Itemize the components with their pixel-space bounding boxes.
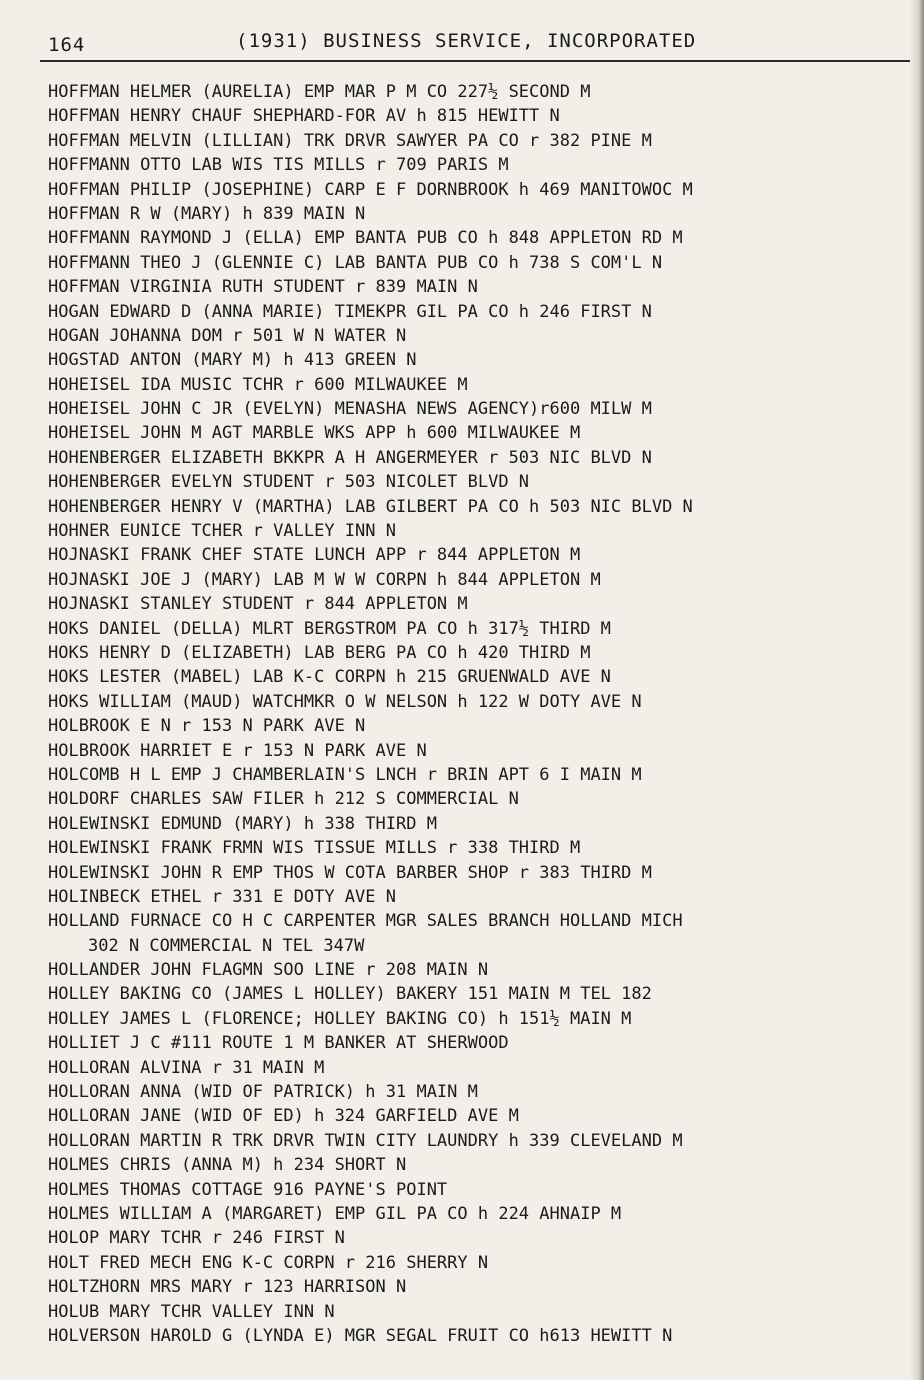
directory-entry: HOLEWINSKI EDMUND (MARY) h 338 THIRD M <box>48 813 437 834</box>
directory-entry: HOLLANDER JOHN FLAGMN SOO LINE r 208 MAIN N <box>48 960 489 981</box>
directory-entry: HOLEWINSKI JOHN R EMP THOS W COTA BARBER SHOP r 383 THIRD M <box>48 862 652 883</box>
directory-entry: HOLOP MARY TCHR r 246 FIRST N <box>48 1228 345 1249</box>
directory-entry: HOLUB MARY TCHR VALLEY INN N <box>48 1301 335 1322</box>
directory-entry: HOLT FRED MECH ENG K-C CORPN r 216 SHERRY N <box>48 1252 489 1273</box>
directory-entry: HOHEISEL JOHN M AGT MARBLE WKS APP h 600 MILWAUKEE M <box>48 423 581 444</box>
directory-entry: HOLMES WILLIAM A (MARGARET) EMP GIL PA CO h 224 AHNAIP M <box>48 1203 622 1224</box>
directory-entry: HOLVERSON HAROLD G (LYNDA E) MGR SEGAL FRUIT CO h613 HEWITT N <box>48 1325 673 1346</box>
directory-entry: HOFFMAN VIRGINIA RUTH STUDENT r 839 MAIN N <box>48 277 478 298</box>
directory-entry: HOLCOMB H L EMP J CHAMBERLAIN'S LNCH r BRIN APT 6 I MAIN M <box>48 764 642 785</box>
directory-entry: HOHENBERGER ELIZABETH BKKPR A H ANGERMEYER r 503 NIC BLVD N <box>48 447 652 468</box>
directory-entry: HOLEWINSKI FRANK FRMN WIS TISSUE MILLS r 338 THIRD M <box>48 838 581 859</box>
directory-entry: HOHENBERGER HENRY V (MARTHA) LAB GILBERT PA CO h 503 NIC BLVD N <box>48 496 693 517</box>
directory-entry: HOFFMAN PHILIP (JOSEPHINE) CARP E F DORNBROOK h 469 MANITOWOC M <box>48 179 693 200</box>
directory-entry: HOLMES THOMAS COTTAGE 916 PAYNE'S POINT <box>48 1179 448 1200</box>
directory-entry: HOKS WILLIAM (MAUD) WATCHMKR O W NELSON h 122 W DOTY AVE N <box>48 691 642 712</box>
directory-entry: HOHENBERGER EVELYN STUDENT r 503 NICOLET BLVD N <box>48 472 530 493</box>
directory-entry: HOFFMAN MELVIN (LILLIAN) TRK DRVR SAWYER PA CO r 382 PINE M <box>48 130 652 151</box>
directory-listing <box>48 80 908 1348</box>
directory-entry: HOJNASKI STANLEY STUDENT r 844 APPLETON M <box>48 594 468 615</box>
directory-entry: HOLLORAN JANE (WID OF ED) h 324 GARFIELD AVE M <box>48 1106 519 1127</box>
directory-entry: HOFFMAN HELMER (AURELIA) EMP MAR P M CO 227½ SECOND M <box>48 82 591 102</box>
directory-entry: HOFFMAN HENRY CHAUF SHEPHARD-FOR AV h 815 HEWITT N <box>48 106 560 127</box>
directory-entry: HOLINBECK ETHEL r 331 E DOTY AVE N <box>48 886 396 907</box>
directory-entry: HOLBROOK HARRIET E r 153 N PARK AVE N <box>48 740 427 761</box>
directory-entry: HOLLORAN MARTIN R TRK DRVR TWIN CITY LAUNDRY h 339 CLEVELAND M <box>48 1130 683 1151</box>
directory-entry: HOHNER EUNICE TCHER r VALLEY INN N <box>48 521 396 542</box>
directory-entry: HOLLIET J C #111 ROUTE 1 M BANKER AT SHERWOOD <box>48 1033 509 1054</box>
directory-entry: HOGSTAD ANTON (MARY M) h 413 GREEN N <box>48 350 417 371</box>
directory-entry: HOFFMANN RAYMOND J (ELLA) EMP BANTA PUB CO h 848 APPLETON RD M <box>48 228 683 249</box>
header-rule <box>40 60 910 62</box>
directory-entry: HOHEISEL IDA MUSIC TCHR r 600 MILWAUKEE M <box>48 374 468 395</box>
directory-entry: HOLTZHORN MRS MARY r 123 HARRISON N <box>48 1277 407 1298</box>
directory-entry: HOLBROOK E N r 153 N PARK AVE N <box>48 716 366 737</box>
directory-entry: HOJNASKI JOE J (MARY) LAB M W W CORPN h 844 APPLETON M <box>48 569 601 590</box>
directory-entry: HOKS DANIEL (DELLA) MLRT BERGSTROM PA CO h 317½ THIRD M <box>48 618 611 639</box>
directory-entry: 302 N COMMERCIAL N TEL 347W <box>88 935 365 956</box>
page-header <box>48 28 898 58</box>
directory-entry: HOKS HENRY D (ELIZABETH) LAB BERG PA CO h 420 THIRD M <box>48 642 591 663</box>
directory-entry: HOLDORF CHARLES SAW FILER h 212 S COMMERCIAL N <box>48 789 519 810</box>
directory-entry: HOJNASKI FRANK CHEF STATE LUNCH APP r 844 APPLETON M <box>48 545 581 566</box>
directory-entry: HOLLEY BAKING CO (JAMES L HOLLEY) BAKERY 151 MAIN M TEL 182 <box>48 984 652 1005</box>
page-edge <box>910 0 924 1380</box>
page-number: 164 <box>48 34 86 56</box>
directory-entry: HOFFMANN THEO J (GLENNIE C) LAB BANTA PUB CO h 738 S COM'L N <box>48 252 663 273</box>
directory-entry: HOFFMAN R W (MARY) h 839 MAIN N <box>48 203 366 224</box>
page-title: (1931) BUSINESS SERVICE, INCORPORATED <box>236 30 697 52</box>
directory-entry: HOKS LESTER (MABEL) LAB K-C CORPN h 215 GRUENWALD AVE N <box>48 667 611 688</box>
directory-entry: HOHEISEL JOHN C JR (EVELYN) MENASHA NEWS AGENCY)r600 MILW M <box>48 399 652 420</box>
directory-entry: HOLLEY JAMES L (FLORENCE; HOLLEY BAKING CO) h 151½ MAIN M <box>48 1008 632 1029</box>
directory-entry: HOGAN EDWARD D (ANNA MARIE) TIMEKPR GIL PA CO h 246 FIRST N <box>48 301 652 322</box>
directory-entry: HOLLORAN ANNA (WID OF PATRICK) h 31 MAIN M <box>48 1082 478 1103</box>
directory-entry: HOGAN JOHANNA DOM r 501 W N WATER N <box>48 325 407 346</box>
directory-entry: HOFFMANN OTTO LAB WIS TIS MILLS r 709 PARIS M <box>48 155 509 176</box>
directory-entry: HOLLAND FURNACE CO H C CARPENTER MGR SALES BRANCH HOLLAND MICH <box>48 911 683 932</box>
directory-entry: HOLMES CHRIS (ANNA M) h 234 SHORT N <box>48 1155 407 1176</box>
directory-entry: HOLLORAN ALVINA r 31 MAIN M <box>48 1057 325 1078</box>
